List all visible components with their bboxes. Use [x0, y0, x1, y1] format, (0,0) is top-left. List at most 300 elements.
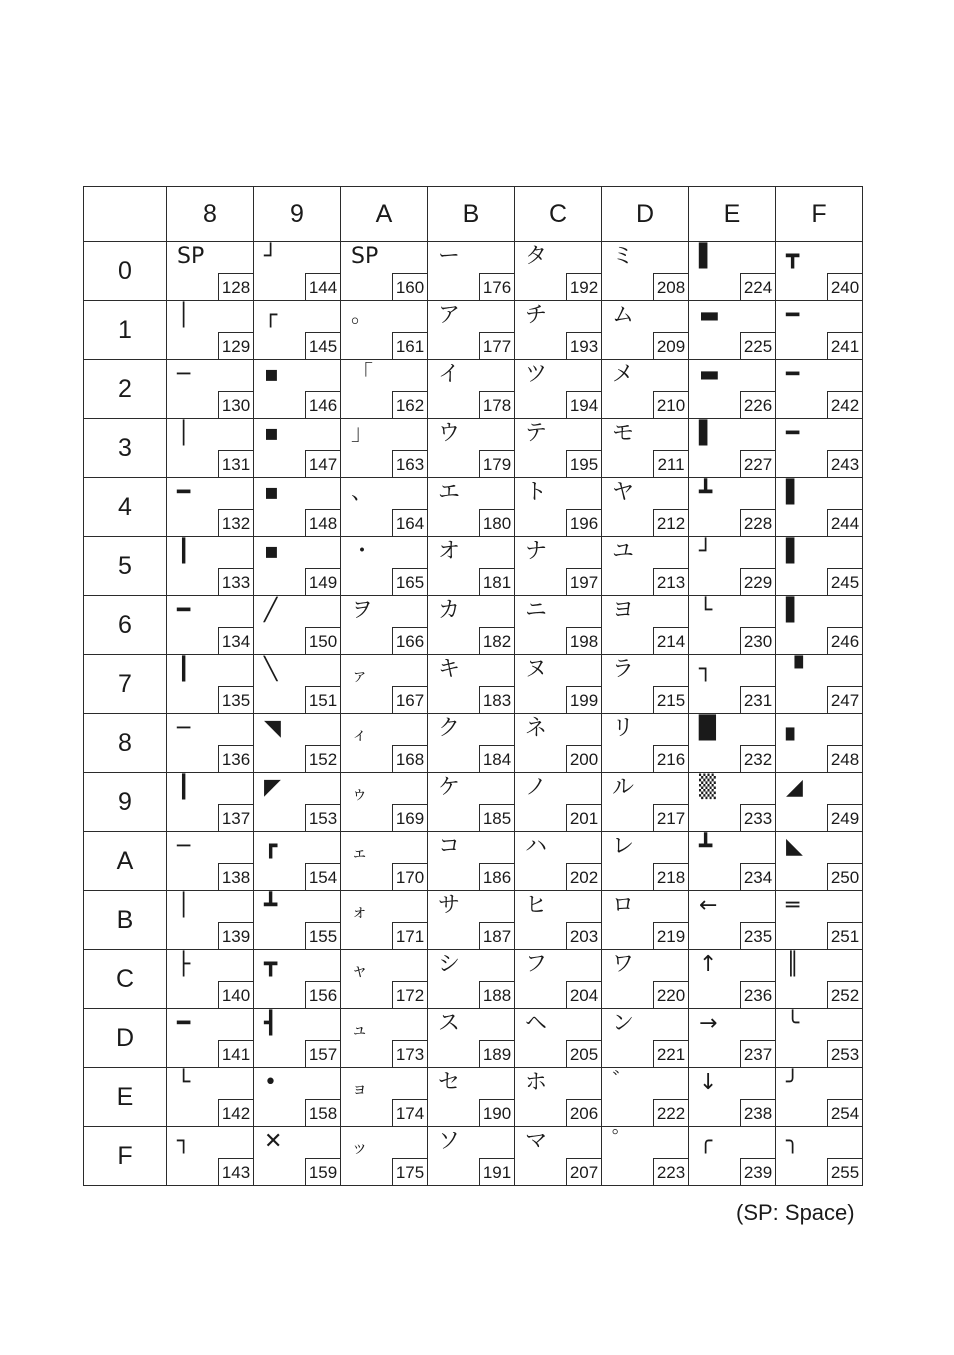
decimal-code: 133: [218, 568, 253, 595]
character-glyph: ゛: [612, 1070, 635, 1095]
character-glyph: ー: [438, 244, 461, 269]
decimal-code: 210: [653, 391, 688, 418]
character-glyph: ▌: [786, 598, 803, 623]
decimal-code: 243: [827, 450, 862, 477]
character-cell: [776, 714, 863, 773]
table-row: [84, 301, 863, 360]
column-header-row: [84, 187, 863, 242]
character-cell: [602, 655, 689, 714]
character-glyph: ├: [177, 952, 191, 977]
character-glyph: ━: [786, 303, 800, 328]
decimal-code: 255: [827, 1158, 862, 1185]
character-cell: [602, 773, 689, 832]
character-glyph: SP: [177, 244, 205, 269]
decimal-code: 242: [827, 391, 862, 418]
row-header: 1: [84, 301, 167, 360]
character-glyph: シ: [438, 952, 461, 977]
decimal-code: 195: [566, 450, 601, 477]
decimal-code: 146: [305, 391, 340, 418]
row-header: 6: [84, 596, 167, 655]
character-glyph: ▪: [264, 480, 279, 505]
character-cell: [254, 596, 341, 655]
character-cell: [776, 832, 863, 891]
character-cell: [515, 891, 602, 950]
character-cell: [428, 537, 515, 596]
decimal-code: 173: [392, 1040, 427, 1067]
character-cell: [428, 1127, 515, 1186]
character-cell: [341, 950, 428, 1009]
decimal-code: 167: [392, 686, 427, 713]
character-cell: [254, 1068, 341, 1127]
decimal-code: 139: [218, 922, 253, 949]
character-cell: [254, 950, 341, 1009]
decimal-code: 153: [305, 804, 340, 831]
decimal-code: 203: [566, 922, 601, 949]
decimal-code: 208: [653, 273, 688, 300]
character-glyph: ┫: [264, 1011, 278, 1036]
decimal-code: 192: [566, 273, 601, 300]
character-cell: [341, 773, 428, 832]
decimal-code: 204: [566, 981, 601, 1008]
character-cell: [689, 1009, 776, 1068]
character-glyph: タ: [525, 244, 548, 269]
character-glyph: エ: [438, 480, 461, 505]
decimal-code: 128: [218, 273, 253, 300]
decimal-code: 228: [740, 509, 775, 536]
character-glyph: ヲ: [351, 598, 374, 623]
character-glyph: ヘ: [525, 1011, 548, 1036]
decimal-code: 164: [392, 509, 427, 536]
character-cell: [167, 1009, 254, 1068]
character-cell: [254, 537, 341, 596]
decimal-code: 205: [566, 1040, 601, 1067]
row-header: 9: [84, 773, 167, 832]
decimal-code: 137: [218, 804, 253, 831]
character-glyph: ▖: [786, 716, 803, 741]
character-glyph: 「: [351, 362, 374, 387]
character-glyph: ┃: [177, 775, 191, 800]
decimal-code: 197: [566, 568, 601, 595]
decimal-code: 189: [479, 1040, 514, 1067]
character-glyph: ク: [438, 716, 461, 741]
character-glyph: ▌: [699, 244, 716, 269]
decimal-code: 169: [392, 804, 427, 831]
character-glyph: ▌: [786, 539, 803, 564]
character-glyph: ョ: [351, 1079, 368, 1099]
decimal-code: 212: [653, 509, 688, 536]
decimal-code: 178: [479, 391, 514, 418]
decimal-code: 219: [653, 922, 688, 949]
character-cell: [602, 1068, 689, 1127]
character-cell: [167, 950, 254, 1009]
character-glyph: オ: [438, 539, 461, 564]
character-cell: [167, 832, 254, 891]
decimal-code: 230: [740, 627, 775, 654]
decimal-code: 231: [740, 686, 775, 713]
character-glyph: ━: [786, 362, 800, 387]
character-glyph: ╮: [786, 1129, 800, 1154]
character-glyph: 。: [351, 303, 374, 328]
character-glyph: カ: [438, 598, 461, 623]
character-cell: [254, 773, 341, 832]
character-cell: [689, 478, 776, 537]
character-glyph: フ: [525, 952, 548, 977]
corner-cell: [84, 187, 167, 242]
character-glyph: ┏: [264, 834, 278, 859]
decimal-code: 220: [653, 981, 688, 1008]
decimal-code: 187: [479, 922, 514, 949]
character-cell: [428, 596, 515, 655]
character-cell: [689, 832, 776, 891]
character-glyph: ━: [177, 598, 191, 623]
character-cell: [254, 832, 341, 891]
character-cell: [776, 419, 863, 478]
character-glyph: ┐: [699, 657, 713, 682]
decimal-code: 149: [305, 568, 340, 595]
decimal-code: 156: [305, 981, 340, 1008]
character-glyph: ゥ: [351, 784, 368, 804]
character-cell: [341, 655, 428, 714]
row-header: 3: [84, 419, 167, 478]
character-cell: [167, 714, 254, 773]
character-cell: [254, 419, 341, 478]
character-glyph: ト: [525, 480, 548, 505]
decimal-code: 186: [479, 863, 514, 890]
table-body: [84, 242, 863, 1186]
decimal-code: 250: [827, 863, 862, 890]
decimal-code: 234: [740, 863, 775, 890]
character-glyph: ←: [699, 893, 718, 918]
decimal-code: 222: [653, 1099, 688, 1126]
character-cell: [689, 537, 776, 596]
decimal-code: 147: [305, 450, 340, 477]
character-cell: [167, 360, 254, 419]
character-glyph: ┘: [699, 539, 713, 564]
character-cell: [776, 360, 863, 419]
character-cell: [428, 773, 515, 832]
decimal-code: 232: [740, 745, 775, 772]
decimal-code: 201: [566, 804, 601, 831]
character-cell: [254, 714, 341, 773]
character-cell: [689, 714, 776, 773]
decimal-code: 199: [566, 686, 601, 713]
decimal-code: 166: [392, 627, 427, 654]
character-cell: [515, 832, 602, 891]
character-glyph: ▬: [699, 303, 720, 328]
character-glyph: ヌ: [525, 657, 548, 682]
character-glyph: サ: [438, 893, 461, 918]
decimal-code: 246: [827, 627, 862, 654]
character-glyph: ▌: [786, 480, 803, 505]
character-cell: [341, 301, 428, 360]
character-glyph: ─: [177, 362, 191, 387]
decimal-code: 129: [218, 332, 253, 359]
character-cell: [167, 1068, 254, 1127]
character-glyph: ║: [786, 952, 800, 977]
character-cell: [341, 832, 428, 891]
character-glyph: ┻: [699, 480, 713, 505]
character-cell: [254, 478, 341, 537]
character-cell: [602, 596, 689, 655]
table-row: [84, 832, 863, 891]
character-cell: [602, 242, 689, 301]
decimal-code: 224: [740, 273, 775, 300]
character-cell: [602, 301, 689, 360]
character-cell: [167, 1127, 254, 1186]
character-glyph: ↑: [699, 952, 718, 977]
character-cell: [428, 242, 515, 301]
character-cell: [689, 242, 776, 301]
character-glyph: ラ: [612, 657, 635, 682]
decimal-code: 162: [392, 391, 427, 418]
decimal-code: 152: [305, 745, 340, 772]
decimal-code: 196: [566, 509, 601, 536]
character-glyph: ↓: [699, 1070, 718, 1095]
character-glyph: ▪: [264, 362, 279, 387]
character-glyph: →: [699, 1011, 718, 1036]
column-header: E: [689, 187, 776, 242]
character-glyph: ロ: [612, 893, 635, 918]
character-cell: [428, 655, 515, 714]
character-cell: [428, 714, 515, 773]
character-cell: [428, 360, 515, 419]
character-cell: [776, 478, 863, 537]
character-glyph: ◢: [786, 775, 803, 800]
character-glyph: ヤ: [612, 480, 635, 505]
decimal-code: 241: [827, 332, 862, 359]
character-cell: [515, 1009, 602, 1068]
character-cell: [515, 419, 602, 478]
character-cell: [776, 773, 863, 832]
row-header: 2: [84, 360, 167, 419]
character-glyph: •: [264, 1070, 277, 1095]
character-cell: [341, 596, 428, 655]
decimal-code: 229: [740, 568, 775, 595]
character-glyph: ル: [612, 775, 635, 800]
decimal-code: 244: [827, 509, 862, 536]
character-cell: [167, 478, 254, 537]
character-glyph: ◤: [264, 775, 281, 800]
character-cell: [428, 1009, 515, 1068]
decimal-code: 202: [566, 863, 601, 890]
character-cell: [254, 242, 341, 301]
decimal-code: 151: [305, 686, 340, 713]
character-cell: [428, 891, 515, 950]
character-cell: [689, 1127, 776, 1186]
character-cell: [341, 714, 428, 773]
character-cell: [776, 596, 863, 655]
character-glyph: ╲: [264, 657, 278, 682]
character-cell: [776, 1009, 863, 1068]
character-cell: [167, 596, 254, 655]
decimal-code: 142: [218, 1099, 253, 1126]
character-cell: [689, 301, 776, 360]
character-glyph: ▪: [264, 421, 279, 446]
character-glyph: ─: [177, 834, 191, 859]
decimal-code: 226: [740, 391, 775, 418]
decimal-code: 182: [479, 627, 514, 654]
row-header: 5: [84, 537, 167, 596]
table-row: [84, 714, 863, 773]
character-cell: [515, 714, 602, 773]
character-cell: [776, 1068, 863, 1127]
column-header: C: [515, 187, 602, 242]
character-glyph: ╰: [786, 1011, 800, 1036]
character-cell: [167, 655, 254, 714]
decimal-code: 240: [827, 273, 862, 300]
character-cell: [341, 242, 428, 301]
character-cell: [428, 950, 515, 1009]
decimal-code: 131: [218, 450, 253, 477]
character-glyph: ヨ: [612, 598, 635, 623]
character-glyph: ┻: [264, 893, 278, 918]
character-glyph: │: [177, 303, 191, 328]
character-glyph: 」: [351, 421, 374, 446]
character-glyph: ╱: [264, 598, 278, 623]
character-glyph: ・: [351, 539, 374, 564]
column-header: B: [428, 187, 515, 242]
decimal-code: 161: [392, 332, 427, 359]
character-glyph: ┳: [264, 952, 278, 977]
decimal-code: 233: [740, 804, 775, 831]
character-glyph: ハ: [525, 834, 548, 859]
character-cell: [776, 950, 863, 1009]
character-glyph: レ: [612, 834, 635, 859]
character-glyph: ヒ: [525, 893, 548, 918]
decimal-code: 163: [392, 450, 427, 477]
decimal-code: 209: [653, 332, 688, 359]
column-header: D: [602, 187, 689, 242]
character-cell: [602, 419, 689, 478]
character-code-table: [83, 186, 863, 1186]
table-row: [84, 655, 863, 714]
decimal-code: 136: [218, 745, 253, 772]
row-header: A: [84, 832, 167, 891]
decimal-code: 168: [392, 745, 427, 772]
decimal-code: 239: [740, 1158, 775, 1185]
table-row: [84, 1127, 863, 1186]
character-cell: [254, 891, 341, 950]
table-row: [84, 891, 863, 950]
character-cell: [428, 419, 515, 478]
decimal-code: 148: [305, 509, 340, 536]
character-cell: [167, 242, 254, 301]
decimal-code: 216: [653, 745, 688, 772]
character-glyph: 、: [351, 480, 374, 505]
character-cell: [689, 891, 776, 950]
character-cell: [515, 537, 602, 596]
decimal-code: 141: [218, 1040, 253, 1067]
character-cell: [515, 655, 602, 714]
character-glyph: ╭: [699, 1129, 713, 1154]
character-glyph: ▒: [699, 775, 716, 800]
decimal-code: 211: [653, 450, 688, 477]
column-header: F: [776, 187, 863, 242]
decimal-code: 140: [218, 981, 253, 1008]
character-glyph: ィ: [351, 725, 368, 745]
character-cell: [341, 891, 428, 950]
character-cell: [254, 1127, 341, 1186]
decimal-code: 174: [392, 1099, 427, 1126]
decimal-code: 252: [827, 981, 862, 1008]
character-glyph: ┃: [177, 657, 191, 682]
character-cell: [776, 1127, 863, 1186]
character-cell: [602, 891, 689, 950]
character-glyph: テ: [525, 421, 548, 446]
character-glyph: ュ: [351, 1020, 368, 1040]
character-cell: [428, 301, 515, 360]
decimal-code: 217: [653, 804, 688, 831]
decimal-code: 160: [392, 273, 427, 300]
character-cell: [167, 891, 254, 950]
row-header: 4: [84, 478, 167, 537]
character-cell: [689, 950, 776, 1009]
decimal-code: 193: [566, 332, 601, 359]
character-cell: [776, 655, 863, 714]
character-cell: [515, 950, 602, 1009]
decimal-code: 135: [218, 686, 253, 713]
character-cell: [602, 1127, 689, 1186]
decimal-code: 198: [566, 627, 601, 654]
character-glyph: ノ: [525, 775, 548, 800]
character-glyph: ミ: [612, 244, 635, 269]
character-cell: [602, 478, 689, 537]
character-cell: [602, 1009, 689, 1068]
character-glyph: ソ: [438, 1129, 461, 1154]
decimal-code: 172: [392, 981, 427, 1008]
decimal-code: 223: [653, 1158, 688, 1185]
row-header: B: [84, 891, 167, 950]
decimal-code: 248: [827, 745, 862, 772]
character-glyph: ━: [177, 1011, 191, 1036]
character-glyph: セ: [438, 1070, 461, 1095]
character-glyph: █: [699, 716, 716, 741]
character-glyph: ッ: [351, 1138, 368, 1158]
character-glyph: キ: [438, 657, 461, 682]
decimal-code: 206: [566, 1099, 601, 1126]
character-cell: [515, 1127, 602, 1186]
row-header: D: [84, 1009, 167, 1068]
character-cell: [515, 773, 602, 832]
character-cell: [341, 1009, 428, 1068]
character-cell: [341, 419, 428, 478]
decimal-code: 245: [827, 568, 862, 595]
character-cell: [341, 360, 428, 419]
decimal-code: 238: [740, 1099, 775, 1126]
row-header: F: [84, 1127, 167, 1186]
character-glyph: SP: [351, 244, 379, 269]
character-glyph: チ: [525, 303, 548, 328]
character-glyph: ┌: [264, 303, 278, 328]
character-cell: [428, 1068, 515, 1127]
table-row: [84, 596, 863, 655]
decimal-code: 249: [827, 804, 862, 831]
decimal-code: 158: [305, 1099, 340, 1126]
character-glyph: ホ: [525, 1070, 548, 1095]
decimal-code: 215: [653, 686, 688, 713]
decimal-code: 170: [392, 863, 427, 890]
decimal-code: 183: [479, 686, 514, 713]
table-row: [84, 1009, 863, 1068]
character-glyph: ◣: [786, 834, 803, 859]
character-cell: [776, 242, 863, 301]
character-cell: [515, 596, 602, 655]
character-glyph: ゜: [612, 1129, 635, 1154]
character-glyph: ▬: [699, 362, 720, 387]
character-cell: [515, 360, 602, 419]
decimal-code: 130: [218, 391, 253, 418]
character-cell: [689, 655, 776, 714]
